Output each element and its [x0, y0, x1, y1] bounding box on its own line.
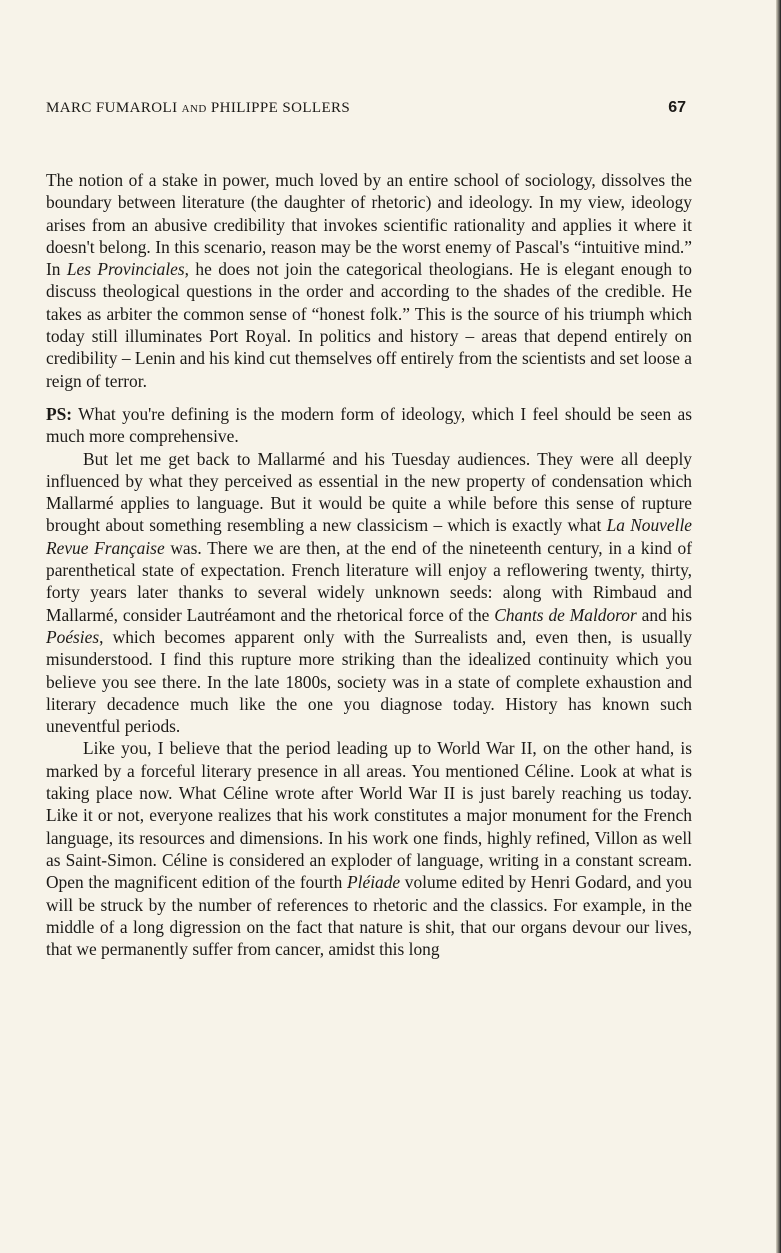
text-run: , he does not join the categorical theologians. He is elegant enough to discuss theological questions in the order and according to the shades of the credible. He takes as arbiter the common sense of “honest folk.” This is the source of his triumph which today still illuminates Port Royal. In politics and history – areas that depend entirely on credibility – Lenin and his kind cut themselves off entirely from the scientists and set loose a reign of terror.	[46, 259, 692, 391]
italic-title: Chants de Maldoror	[494, 604, 637, 625]
speaker-label: PS:	[46, 403, 73, 424]
paragraph-celine	[46, 737, 692, 960]
title-conjunction: AND	[181, 103, 207, 115]
body-text	[46, 169, 692, 960]
italic-title: La Nouvelle Revue Française	[46, 515, 692, 558]
text-run: Like you, I believe that the period leading up to World War II, on the other hand, is marked by a forceful literary presence in all areas. You mentioned Céline. Look at what is taking place now. What Céline wrote after World War II is just barely reaching us today. Like it or not, everyone realizes that his work constitutes a major monument for the French language, its resources and dimensions. In his work one finds, highly refined, Villon as well as Saint-Simon. Céline is considered an exploder of language, writing in a constant scream. Open the magnificent edition of the fourth	[46, 738, 692, 893]
italic-title: Pléiade	[347, 872, 401, 893]
text-run: , which becomes apparent only with the Surrealists and, even then, is usually misunderstood. I find this rupture more striking than the idealized continuity which you believe you see there. In the late 1800s, society was in a state of complete exhaustion and literary decadence much like the one you diagnose today. History has known such uneventful periods.	[46, 626, 692, 737]
text-run: But let me get back to Mallarmé and his Tuesday audiences. They were all deeply influenced by what they perceived as essential in the new property of condensation which Mallarmé applies to language. But it would be quite a while before this sense of rupture brought about something resembling a new classicism – which is exactly what	[46, 448, 692, 536]
italic-title: Les Provinciales	[66, 259, 185, 280]
paragraph-fumaroli-ideology	[46, 169, 692, 392]
italic-title: Poésies	[46, 626, 100, 647]
author-two: PHILIPPE SOLLERS	[210, 100, 351, 116]
author-one: MARC FUMAROLI	[46, 100, 178, 116]
text-run: The notion of a stake in power, much loved by an entire school of sociology, dissolves the boundary between literature (the daughter of rhetoric) and ideology. In my view, ideology arises from an abusive credibility that invokes scientific rationality and applies it where it doesn't belong. In this scenario, reason may be the worst enemy of Pascal's “intuitive mind.” In	[46, 170, 692, 280]
text-run: volume edited by Henri Godard, and you will be struck by the number of references to rhetoric and the classics. For example, in the middle of a long digression on the fact that nature is shit, that our organs devour our lives, that we permanently suffer from cancer, amidst this long	[46, 872, 692, 960]
text-run: What you're defining is the modern form of ideology, which I feel should be seen as much more comprehensive.	[46, 403, 692, 447]
running-head	[46, 100, 686, 120]
text-run: and his	[636, 604, 692, 625]
running-title	[46, 100, 350, 117]
page-number: 67	[668, 99, 686, 116]
paragraph-sollers-reply	[46, 403, 692, 448]
page-edge	[776, 0, 781, 1253]
paragraph-mallarme	[46, 448, 692, 738]
text-run: was. There we are then, at the end of the nineteenth century, in a kind of parenthetical state of expectation. French literature will enjoy a reflowering twenty, thirty, forty years later thanks to several widely unknown seeds: along with Rimbaud and Mallarmé, consider Lautréamont and the rhetorical force of the	[46, 537, 692, 625]
